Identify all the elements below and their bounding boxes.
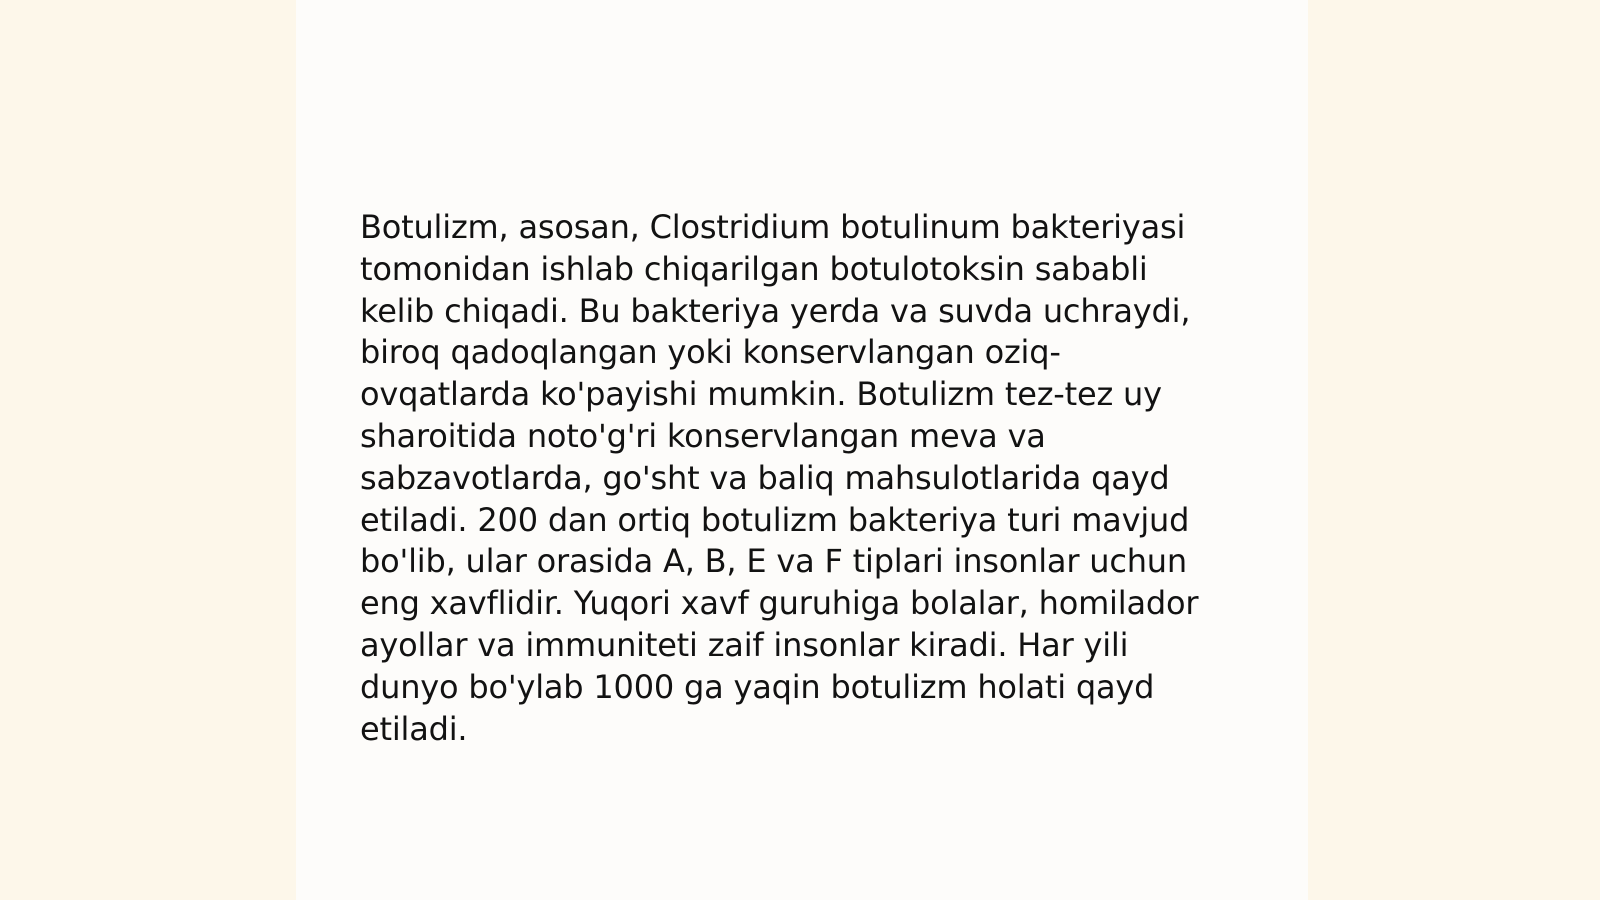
document-paragraph [360,207,1240,750]
document-page [296,0,1308,900]
paragraph-line: sabzavotlarda, go'sht va baliq mahsulotlarida qayd [360,458,1170,497]
left-margin-background [0,0,296,900]
paragraph-line: sharoitida noto'g'ri konservlangan meva va [360,416,1046,455]
paragraph-line: eng xavflidir. Yuqori xavf guruhiga bolalar, homilador [360,584,1199,623]
paragraph-line: etiladi. [360,709,468,748]
paragraph-line: kelib chiqadi. Bu bakteriya yerda va suvda uchraydi, [360,291,1191,330]
paragraph-line: etiladi. 200 dan ortiq botulizm bakteriya turi mavjud [360,500,1190,539]
right-margin-background [1308,0,1600,900]
paragraph-line: biroq qadoqlangan yoki konservlangan oziq- [360,333,1061,372]
paragraph-line: dunyo bo'ylab 1000 ga yaqin botulizm holati qayd [360,667,1155,706]
paragraph-line: ovqatlarda ko'payishi mumkin. Botulizm tez-tez uy [360,375,1162,414]
paragraph-line: ayollar va immuniteti zaif insonlar kiradi. Har yili [360,625,1129,664]
paragraph-line: tomonidan ishlab chiqarilgan botulotoksin sababli [360,249,1148,288]
paragraph-line: Botulizm, asosan, Clostridium botulinum bakteriyasi [360,208,1186,246]
paragraph-line: bo'lib, ular orasida A, B, E va F tiplari insonlar uchun [360,542,1187,581]
